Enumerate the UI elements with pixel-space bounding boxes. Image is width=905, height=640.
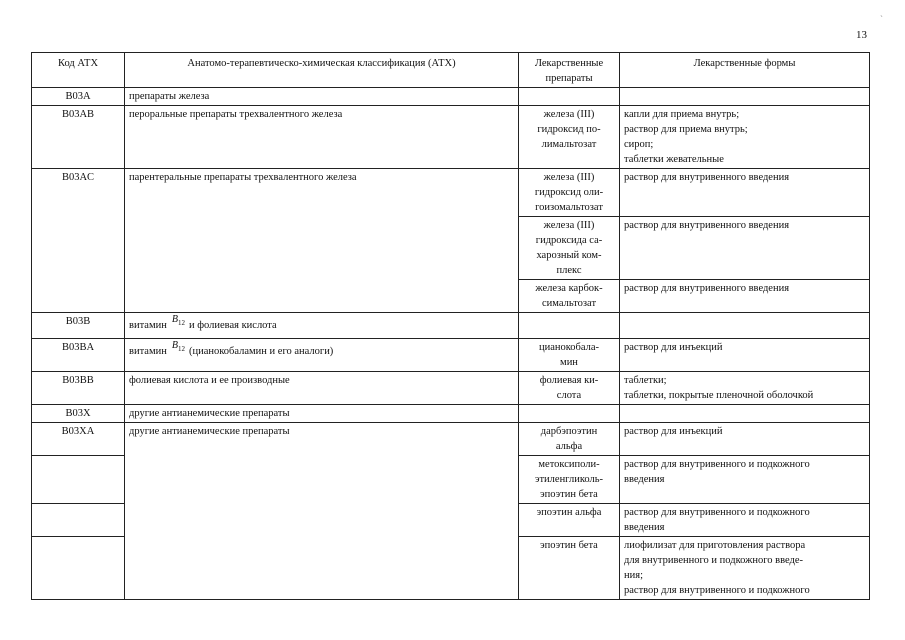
atx-class bbox=[125, 313, 519, 339]
drug-line: симальтозат bbox=[541, 298, 597, 309]
drug-line: дарбэпоэтин bbox=[540, 426, 598, 437]
table-row bbox=[32, 339, 870, 372]
form-line: таблетки; bbox=[624, 375, 667, 386]
page-number: 13 bbox=[856, 29, 867, 41]
drug-line: мин bbox=[560, 357, 578, 368]
forms-cell bbox=[620, 106, 870, 169]
b12-symbol: $B_{12}$ bbox=[171, 314, 185, 327]
form-line: сироп; bbox=[624, 139, 654, 150]
forms-cell bbox=[620, 405, 870, 423]
atx-code bbox=[32, 537, 125, 600]
class-text: (цианокобаламин и его аналоги) bbox=[188, 346, 334, 357]
form-line: таблетки жевательные bbox=[624, 154, 724, 165]
form-line: ния; bbox=[624, 570, 643, 581]
atx-class bbox=[125, 339, 519, 372]
drug-cell bbox=[519, 423, 620, 456]
scan-mark: ` bbox=[880, 14, 883, 24]
drug-cell bbox=[519, 405, 620, 423]
drug-line: фолиевая ки- bbox=[539, 375, 599, 386]
drug-line: альфа bbox=[555, 441, 583, 452]
drug-cell bbox=[519, 504, 620, 537]
forms-cell bbox=[620, 537, 870, 600]
forms-cell bbox=[620, 280, 870, 313]
form-line: раствор для внутривенного и подкожного bbox=[624, 585, 810, 596]
drug-line: эпоэтин альфа bbox=[536, 507, 602, 518]
drug-line: гоизомальтозат bbox=[535, 202, 603, 213]
drug-cell bbox=[519, 372, 620, 405]
atx-code: B03XA bbox=[32, 423, 125, 456]
drug-cell bbox=[519, 537, 620, 600]
drug-cell bbox=[519, 169, 620, 217]
drug-cell bbox=[519, 339, 620, 372]
atx-class: пероральные препараты трехвалентного железа bbox=[125, 106, 519, 169]
form-line: раствор для инъекций bbox=[624, 426, 723, 437]
form-line: раствор для внутривенного введения bbox=[624, 283, 790, 294]
atx-code: B03BB bbox=[32, 372, 125, 405]
drug-line: харозный ком- bbox=[536, 250, 602, 261]
form-line: раствор для внутривенного и подкожного bbox=[624, 507, 810, 518]
drug-cell bbox=[519, 313, 620, 339]
drug-cell bbox=[519, 88, 620, 106]
form-line: капли для приема внутрь; bbox=[624, 109, 740, 120]
forms-cell bbox=[620, 504, 870, 537]
header-code: Код АТХ bbox=[32, 53, 125, 88]
atx-code: B03AC bbox=[32, 169, 125, 313]
drug-line: эпоэтин бета bbox=[540, 489, 598, 500]
drug-line: железа (III) bbox=[543, 172, 595, 183]
atx-code: B03AB bbox=[32, 106, 125, 169]
atx-code: B03BA bbox=[32, 339, 125, 372]
class-text: витамин bbox=[129, 346, 167, 357]
table-row bbox=[32, 169, 870, 217]
form-line: таблетки, покрытые пленочной оболочкой bbox=[624, 390, 814, 401]
drug-cell bbox=[519, 280, 620, 313]
table-header-row bbox=[32, 53, 870, 88]
form-line: раствор для внутривенного введения bbox=[624, 220, 790, 231]
drug-line: железа (III) bbox=[543, 109, 595, 120]
forms-cell bbox=[620, 372, 870, 405]
atx-code: B03A bbox=[32, 88, 125, 106]
header-forms: Лекарственные формы bbox=[620, 53, 870, 88]
drug-line: эпоэтин бета bbox=[540, 540, 598, 551]
drug-line: этиленгликоль- bbox=[534, 474, 604, 485]
drug-line: плекс bbox=[556, 265, 582, 276]
form-line: раствор для инъекций bbox=[624, 342, 723, 353]
drug-line: гидроксид по- bbox=[537, 124, 601, 135]
drug-line: слота bbox=[556, 390, 582, 401]
atx-class: другие антианемические препараты bbox=[125, 423, 519, 600]
atx-class: фолиевая кислота и ее производные bbox=[125, 372, 519, 405]
forms-cell bbox=[620, 88, 870, 106]
forms-cell bbox=[620, 169, 870, 217]
header-classification: Анатомо-терапевтическо-химическая классификация (АТХ) bbox=[125, 53, 519, 88]
atx-table bbox=[31, 52, 870, 600]
table-row bbox=[32, 106, 870, 169]
atx-code bbox=[32, 456, 125, 504]
form-line: введения bbox=[624, 522, 665, 533]
class-text: и фолиевая кислота bbox=[188, 320, 277, 331]
drug-line: гидроксид оли- bbox=[534, 187, 604, 198]
header-drugs: Лекарственные препараты bbox=[519, 53, 620, 88]
drug-line: железа карбок- bbox=[535, 283, 603, 294]
drug-line: метоксиполи- bbox=[538, 459, 600, 470]
atx-class: препараты железа bbox=[125, 88, 519, 106]
atx-code: B03B bbox=[32, 313, 125, 339]
table-row bbox=[32, 405, 870, 423]
table-row bbox=[32, 88, 870, 106]
atx-code: B03X bbox=[32, 405, 125, 423]
form-line: для внутривенного и подкожного введе- bbox=[624, 555, 804, 566]
class-text: витамин bbox=[129, 320, 167, 331]
forms-cell bbox=[620, 456, 870, 504]
drug-cell bbox=[519, 106, 620, 169]
form-line: введения bbox=[624, 474, 665, 485]
table-row bbox=[32, 313, 870, 339]
forms-cell bbox=[620, 217, 870, 280]
table-row bbox=[32, 423, 870, 456]
drug-cell bbox=[519, 217, 620, 280]
atx-class: парентеральные препараты трехвалентного железа bbox=[125, 169, 519, 313]
drug-cell bbox=[519, 456, 620, 504]
atx-code bbox=[32, 504, 125, 537]
form-line: раствор для внутривенного и подкожного bbox=[624, 459, 810, 470]
drug-line: железа (III) bbox=[543, 220, 595, 231]
drug-line: гидроксида са- bbox=[535, 235, 603, 246]
atx-class: другие антианемические препараты bbox=[125, 405, 519, 423]
form-line: лиофилизат для приготовления раствора bbox=[624, 540, 806, 551]
form-line: раствор для внутривенного введения bbox=[624, 172, 790, 183]
forms-cell bbox=[620, 339, 870, 372]
table-row bbox=[32, 372, 870, 405]
drug-line: цианокобала- bbox=[538, 342, 600, 353]
forms-cell bbox=[620, 313, 870, 339]
forms-cell bbox=[620, 423, 870, 456]
drug-line: лимальтозат bbox=[541, 139, 597, 150]
b12-symbol: $B_{12}$ bbox=[171, 340, 185, 353]
form-line: раствор для приема внутрь; bbox=[624, 124, 748, 135]
